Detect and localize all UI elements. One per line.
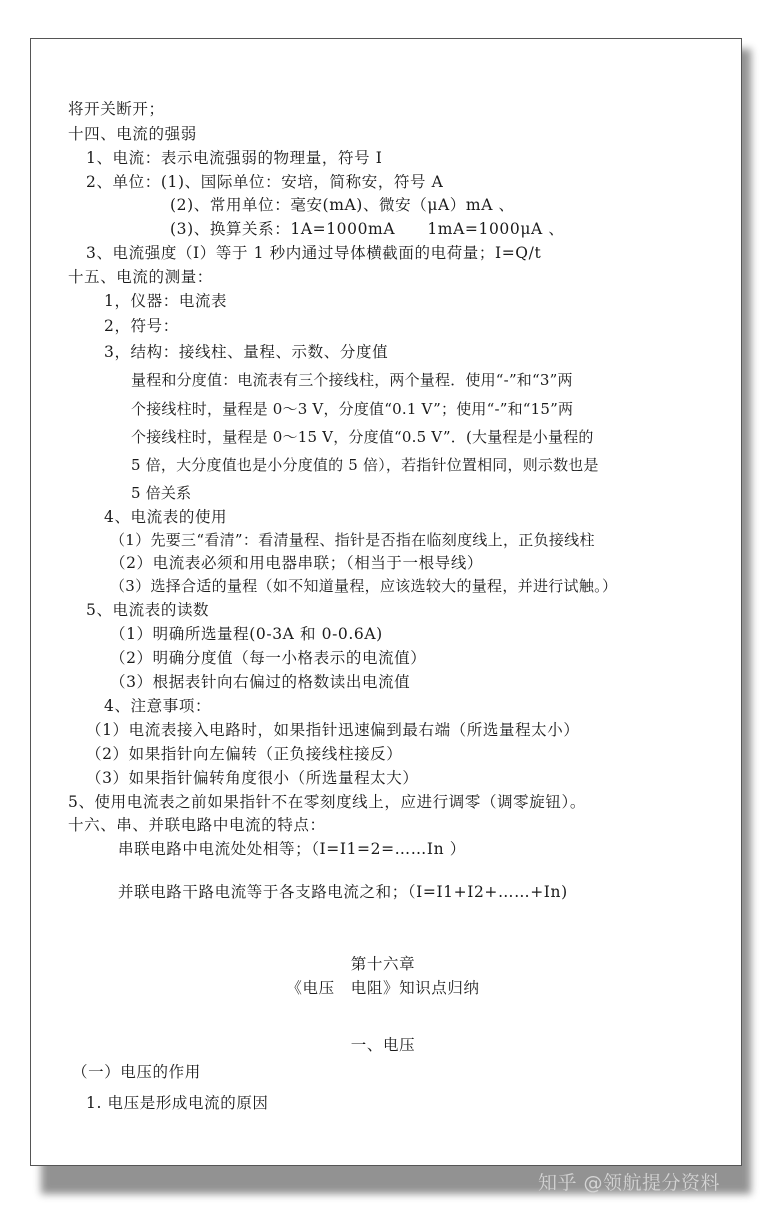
- chapter-number: 第十六章: [350, 955, 416, 973]
- text-line: （3）根据表针向右偏过的格数读出电流值: [110, 673, 411, 691]
- text-line: （3）如果指针偏转角度很小（所选量程太大）: [86, 769, 419, 787]
- section-heading: 十四、电流的强弱: [68, 125, 197, 143]
- text-line: 3，结构：接线柱、量程、示数、分度值: [104, 343, 389, 361]
- text-line: 1，仪器：电流表: [104, 292, 228, 310]
- text-line: （3）选择合适的量程（如不知道量程，应该选较大的量程，并进行试触。）: [110, 577, 618, 595]
- text-line: 3、电流强度（I）等于 1 秒内通过导体横截面的电荷量；I=Q/t: [86, 244, 542, 262]
- text-line: 并联电路干路电流等于各支路电流之和；（I=I1+I2+……+In): [118, 883, 568, 901]
- text-line: （1）先要三“看清”：看清量程、指针是否指在临刻度线上，正负接线柱: [110, 531, 595, 549]
- text-line: 将开关断开；: [68, 100, 165, 118]
- text-line: 量程和分度值：电流表有三个接线柱，两个量程．使用“-”和“3”两: [131, 371, 573, 389]
- text-line: （1）明确所选量程(0-3A 和 0-0.6A): [110, 625, 383, 643]
- text-line: 4、电流表的使用: [104, 508, 228, 526]
- text-line: (2)、常用单位：毫安(mA)、微安（μA）mA 、: [170, 196, 515, 214]
- text-line: 5、电流表的读数: [86, 601, 210, 619]
- text-line: 个接线柱时，量程是 0～15 V，分度值“0.5 V”．(大量程是小量程的: [131, 428, 594, 446]
- section-heading: 十六、串、并联电路中电流的特点：: [68, 816, 326, 834]
- watermark: 知乎 @领航提分资料: [538, 1172, 721, 1194]
- text-line: 1、电流：表示电流强弱的物理量，符号 I: [86, 149, 383, 167]
- text-line: 2、单位：(1)、国际单位：安培，简称安，符号 A: [86, 173, 444, 191]
- text-line: （2）如果指针向左偏转（正负接线柱接反）: [86, 745, 403, 763]
- text-line: 1. 电压是形成电流的原因: [86, 1094, 269, 1112]
- text-line: 5 倍关系: [131, 484, 192, 502]
- text-line: 4、注意事项：: [104, 697, 212, 715]
- section-title: 一、电压: [350, 1036, 416, 1054]
- text-line: （1）电流表接入电路时，如果指针迅速偏到最右端（所选量程太小）: [86, 721, 580, 739]
- section-heading: 十五、电流的测量：: [68, 268, 213, 286]
- text-line: 2，符号：: [104, 317, 179, 335]
- text-line: （2）明确分度值（每一小格表示的电流值）: [110, 649, 427, 667]
- text-line: 5 倍，大分度值也是小分度值的 5 倍），若指针位置相同，则示数也是: [131, 456, 599, 474]
- subsection-title: （一）电压的作用: [72, 1063, 201, 1081]
- text-line: (3)、换算关系：1A=1000mA 1mA=1000μA 、: [170, 220, 565, 238]
- text-line: 串联电路中电流处处相等；（I=I1=2=……In ）: [118, 840, 466, 858]
- text-line: 个接线柱时，量程是 0～3 V，分度值“0.1 V”；使用“-”和“15”两: [131, 400, 574, 418]
- text-line: 5、使用电流表之前如果指针不在零刻度线上，应进行调零（调零旋钮）。: [68, 793, 586, 811]
- text-line: （2）电流表必须和用电器串联；（相当于一根导线）: [110, 554, 484, 572]
- chapter-title: 《电压 电阻》知识点归纳: [286, 979, 480, 997]
